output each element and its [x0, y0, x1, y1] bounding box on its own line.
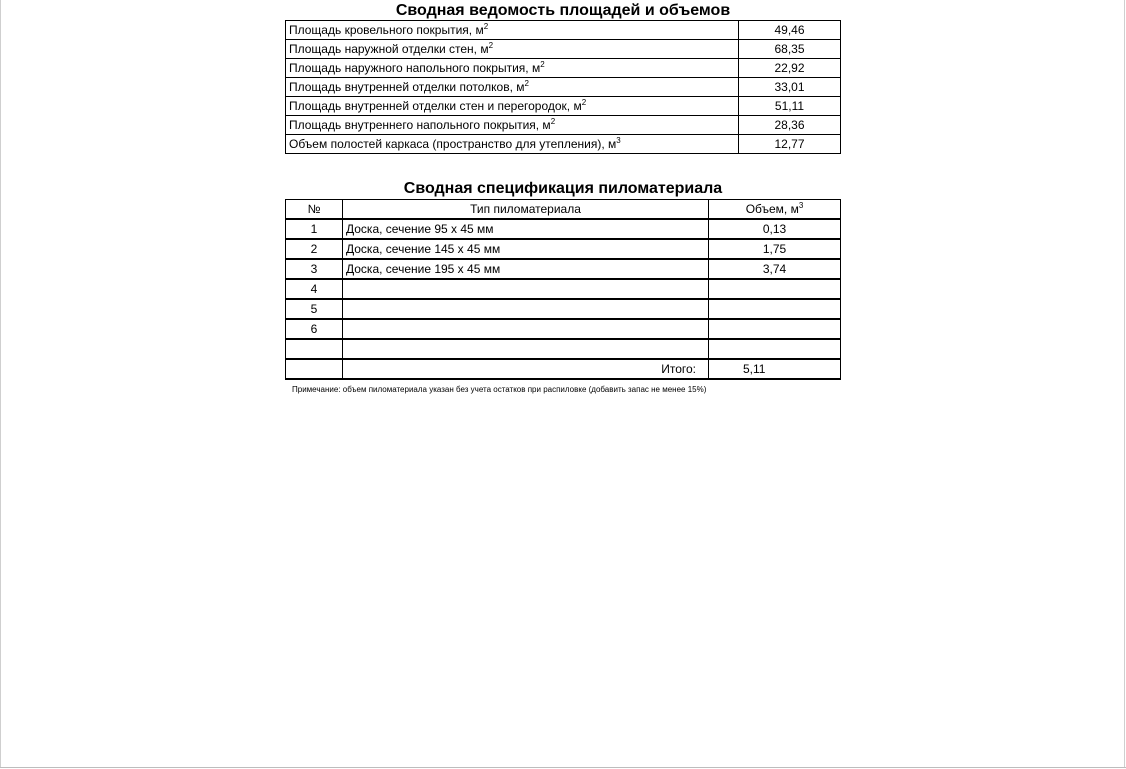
- row-num: [286, 339, 343, 359]
- row-volume: [709, 279, 841, 299]
- header-volume: Объем, $м^3$: [709, 200, 841, 220]
- row-num: 6: [286, 319, 343, 339]
- row-num: 3: [286, 259, 343, 279]
- area-value: 22,92: [739, 59, 841, 78]
- row-volume: 1,75: [709, 239, 841, 259]
- header-type: Тип пиломатериала: [343, 200, 709, 220]
- table-row: [286, 40, 841, 59]
- total-row: [286, 359, 841, 379]
- table-row: [286, 116, 841, 135]
- row-type: Доска, сечение 195 х 45 мм: [343, 259, 709, 279]
- area-value: 49,46: [739, 21, 841, 40]
- row-volume: 3,74: [709, 259, 841, 279]
- row-type: [343, 339, 709, 359]
- header-num: №: [286, 200, 343, 220]
- lumber-table: [285, 199, 841, 380]
- row-type: [343, 279, 709, 299]
- row-num: 4: [286, 279, 343, 299]
- row-volume: [709, 319, 841, 339]
- row-type: [343, 299, 709, 319]
- area-label: Объем полостей каркаса (пространство для утепления), $м^3$: [286, 135, 739, 154]
- area-value: 28,36: [739, 116, 841, 135]
- table-row: [286, 319, 841, 339]
- area-label: Площадь кровельного покрытия, $м^2$: [286, 21, 739, 40]
- bottom-divider: [0, 767, 1126, 768]
- row-volume: 0,13: [709, 219, 841, 239]
- table-row: [286, 299, 841, 319]
- area-label: Площадь внутренней отделки стен и перегородок, $м^2$: [286, 97, 739, 116]
- table-row: [286, 219, 841, 239]
- table-row: [286, 339, 841, 359]
- table-row: [286, 59, 841, 78]
- total-label: Итого:: [343, 359, 709, 379]
- row-volume: [709, 339, 841, 359]
- area-value: 12,77: [739, 135, 841, 154]
- areas-table: [285, 20, 841, 154]
- row-num: 2: [286, 239, 343, 259]
- lumber-title: Сводная спецификация пиломатериала: [403, 180, 723, 197]
- area-value: 33,01: [739, 78, 841, 97]
- area-label: Площадь внутреннего напольного покрытия, $м^2$: [286, 116, 739, 135]
- area-value: 51,11: [739, 97, 841, 116]
- table-row: [286, 135, 841, 154]
- area-label: Площадь наружной отделки стен, $м^2$: [286, 40, 739, 59]
- row-num: 5: [286, 299, 343, 319]
- table-row: [286, 78, 841, 97]
- table-row: [286, 259, 841, 279]
- row-type: [343, 319, 709, 339]
- row-type: Доска, сечение 145 х 45 мм: [343, 239, 709, 259]
- area-label: Площадь внутренней отделки потолков, $м^2$: [286, 78, 739, 97]
- total-empty-cell: [286, 359, 343, 379]
- area-label: Площадь наружного напольного покрытия, $м^2$: [286, 59, 739, 78]
- table-row: [286, 279, 841, 299]
- table-row: [286, 21, 841, 40]
- table-row: [286, 97, 841, 116]
- area-value: 68,35: [739, 40, 841, 59]
- table-header-row: [286, 200, 841, 220]
- footnote: Примечание: объем пиломатериала указан без учета остатков при распиловке (добавить запас не менее 15%): [292, 385, 707, 394]
- row-volume: [709, 299, 841, 319]
- total-value: 5,11: [709, 359, 841, 379]
- row-type: Доска, сечение 95 х 45 мм: [343, 219, 709, 239]
- row-num: 1: [286, 219, 343, 239]
- table-row: [286, 239, 841, 259]
- areas-title: Сводная ведомость площадей и объемов: [395, 2, 731, 19]
